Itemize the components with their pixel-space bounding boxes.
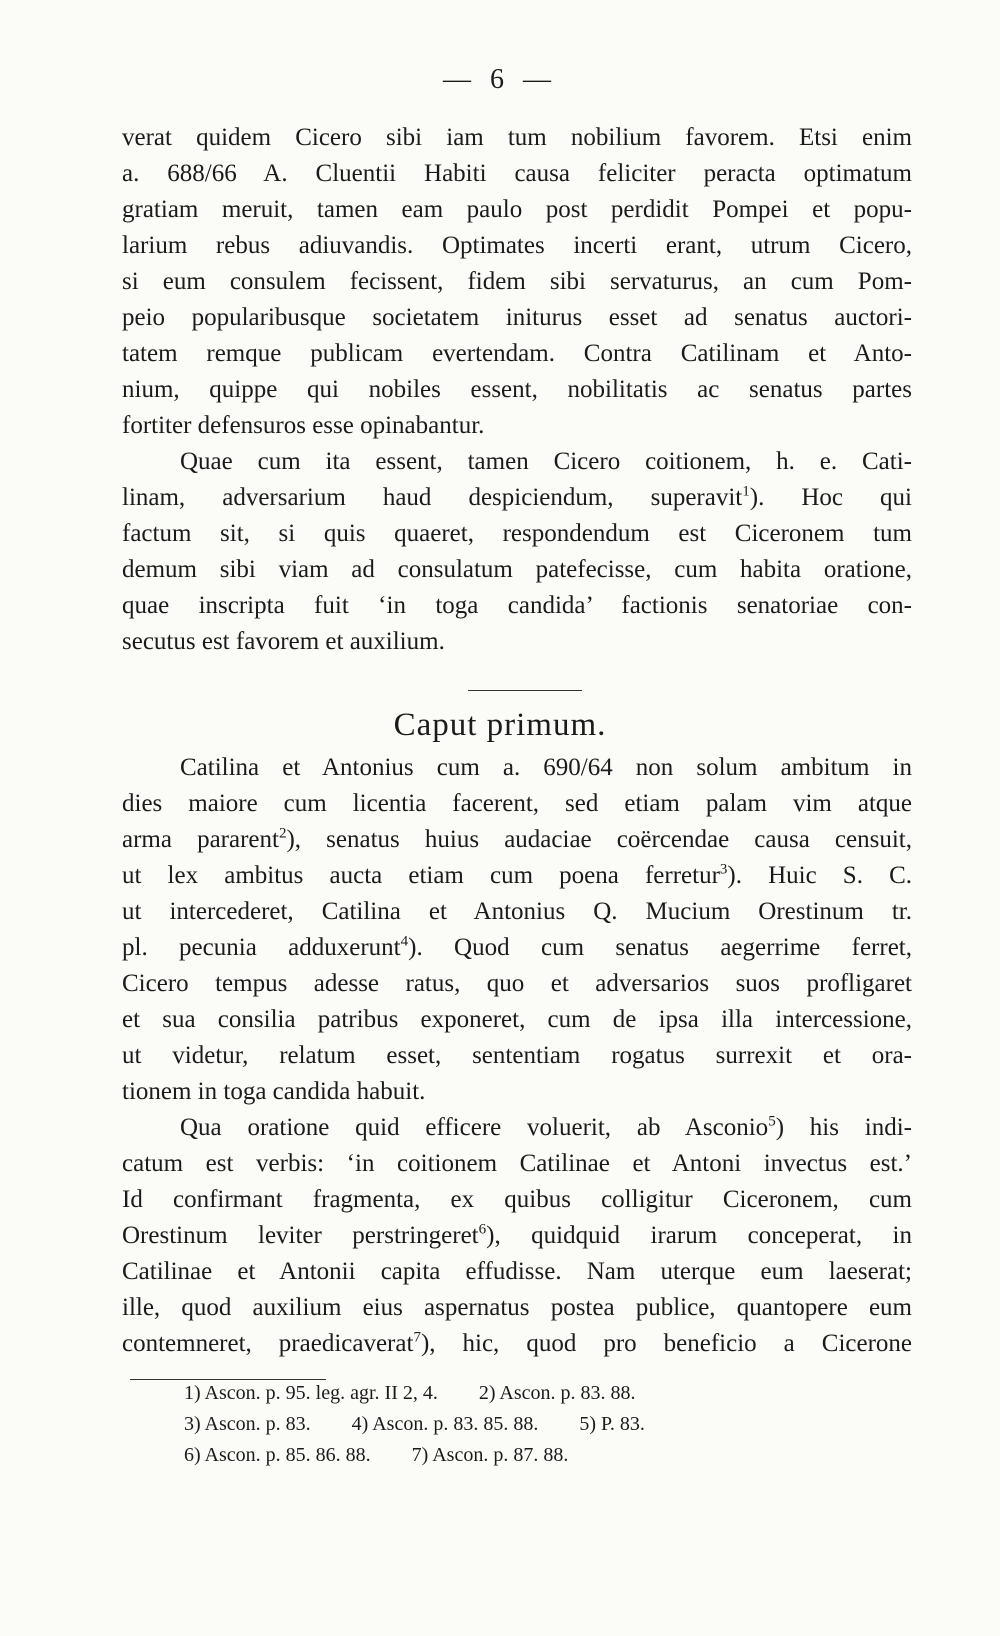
- footnote-ref: 3: [719, 861, 728, 878]
- text-line: [122, 1326, 912, 1362]
- footnote: 1) Ascon. p. 95. leg. agr. II 2, 4.: [184, 1382, 438, 1404]
- text-run: Orestinum leviter perstringeret: [122, 1222, 479, 1249]
- text-line: Quae cum ita essent, tamen Cicero coitionem, h. e. Cati-: [180, 448, 912, 475]
- text-run: ), quidquid irarum conceperat, in: [486, 1222, 912, 1249]
- text-line: tionem in toga candida habuit.: [122, 1078, 426, 1105]
- text-line: si eum consulem fecissent, fidem sibi servaturus, an cum Pom-: [122, 268, 912, 295]
- footnote: 7) Ascon. p. 87. 88.: [411, 1444, 569, 1466]
- section-divider: [468, 690, 582, 691]
- footnotes: [184, 1378, 884, 1471]
- text-run: ). Huic S. C.: [727, 862, 913, 889]
- text-run: arma pararent: [122, 826, 279, 853]
- text-line: Catilinae et Antonii capita effudisse. Nam uterque eum laeserat;: [122, 1258, 912, 1285]
- text-line: [122, 930, 912, 966]
- text-run: contemneret, praedicaverat: [122, 1330, 414, 1357]
- text-run: ut lex ambitus aucta etiam cum poena ferretur: [122, 862, 720, 889]
- text-line: dies maiore cum licentia facerent, sed etiam palam vim atque: [122, 790, 912, 817]
- text-line: Cicero tempus adesse ratus, quo et adversarios suos profligaret: [122, 970, 912, 997]
- footnote: 2) Ascon. p. 83. 88.: [478, 1382, 636, 1404]
- footnote-ref: 7: [413, 1329, 421, 1346]
- footnote-ref: 1: [742, 483, 750, 500]
- chapter-text: [122, 750, 912, 1362]
- footnote: 4) Ascon. p. 83. 85. 88.: [351, 1413, 539, 1435]
- footnote: 3) Ascon. p. 83.: [184, 1413, 311, 1435]
- text-line: quae inscripta fuit ‘in toga candida’ factionis senatoriae con-: [122, 592, 912, 619]
- footnote-ref: 2: [278, 825, 287, 842]
- text-line: et sua consilia patribus exponeret, cum de ipsa illa intercessione,: [122, 1006, 912, 1033]
- text-line: ut intercederet, Catilina et Antonius Q. Mucium Orestinum tr.: [122, 898, 912, 925]
- text-run: ). Quod cum senatus aegerrime ferret,: [408, 934, 912, 961]
- text-run: linam, adversarium haud despiciendum, superavit: [122, 484, 743, 511]
- text-line: nium, quippe qui nobiles essent, nobilitatis ac senatus partes: [122, 376, 912, 403]
- text-line: peio popularibusque societatem initurus esset ad senatus auctori-: [122, 304, 912, 331]
- text-line: verat quidem Cicero sibi iam tum nobilium favorem. Etsi enim: [122, 124, 912, 151]
- text-line: [122, 822, 912, 858]
- text-run: ). Hoc qui: [749, 484, 912, 511]
- footnote-ref: 5: [768, 1113, 776, 1130]
- text-line: tatem remque publicam evertendam. Contra Catilinam et Anto-: [122, 340, 912, 367]
- text-line: [122, 1218, 912, 1254]
- page-number: — 6 —: [443, 64, 557, 95]
- text-line: demum sibi viam ad consulatum patefecisse, cum habita oratione,: [122, 556, 912, 583]
- text-line: factum sit, si quis quaeret, respondendum est Ciceronem tum: [122, 520, 912, 547]
- text-line: a. 688/66 A. Cluentii Habiti causa feliciter peracta optimatum: [122, 160, 912, 187]
- text-line: [122, 1110, 912, 1146]
- footnote-ref: 4: [400, 933, 409, 950]
- text-line: catum est verbis: ‘in coitionem Catilinae et Antoni invectus est.’: [122, 1150, 912, 1177]
- text-line: ut videtur, relatum esset, sententiam rogatus surrexit et ora-: [122, 1042, 912, 1069]
- footnote: 6) Ascon. p. 85. 86. 88.: [184, 1444, 371, 1466]
- text-run: ), hic, quod pro beneficio a Cicerone: [420, 1330, 913, 1357]
- footnote-ref: 6: [478, 1221, 487, 1238]
- footnote: 5) P. 83.: [579, 1413, 645, 1435]
- footnote-line: [184, 1440, 884, 1471]
- chapter-heading: Caput primum.: [393, 707, 607, 743]
- text-line: Catilina et Antonius cum a. 690/64 non solum ambitum in: [180, 754, 912, 781]
- text-run: ) his indi-: [775, 1114, 912, 1141]
- text-line: Id confirmant fragmenta, ex quibus colligitur Ciceronem, cum: [122, 1186, 912, 1213]
- text-line: [122, 480, 912, 516]
- text-line: secutus est favorem et auxilium.: [122, 628, 445, 655]
- text-run: ), senatus huius audaciae coërcendae causa censuit,: [286, 826, 912, 853]
- text-line: gratiam meruit, tamen eam paulo post perdidit Pompei et popu-: [122, 196, 912, 223]
- text-line: larium rebus adiuvandis. Optimates incerti erant, utrum Cicero,: [122, 232, 912, 259]
- text-run: Qua oratione quid efficere voluerit, ab Asconio: [180, 1114, 769, 1141]
- text-line: [122, 858, 912, 894]
- text-line: ille, quod auxilium eius aspernatus postea publice, quantopere eum: [122, 1294, 912, 1321]
- footnote-line: [184, 1409, 884, 1440]
- text-run: pl. pecunia adduxerunt: [122, 934, 401, 961]
- footnote-line: [184, 1378, 884, 1409]
- intro-text: [122, 120, 912, 660]
- text-line: fortiter defensuros esse opinabantur.: [122, 412, 485, 439]
